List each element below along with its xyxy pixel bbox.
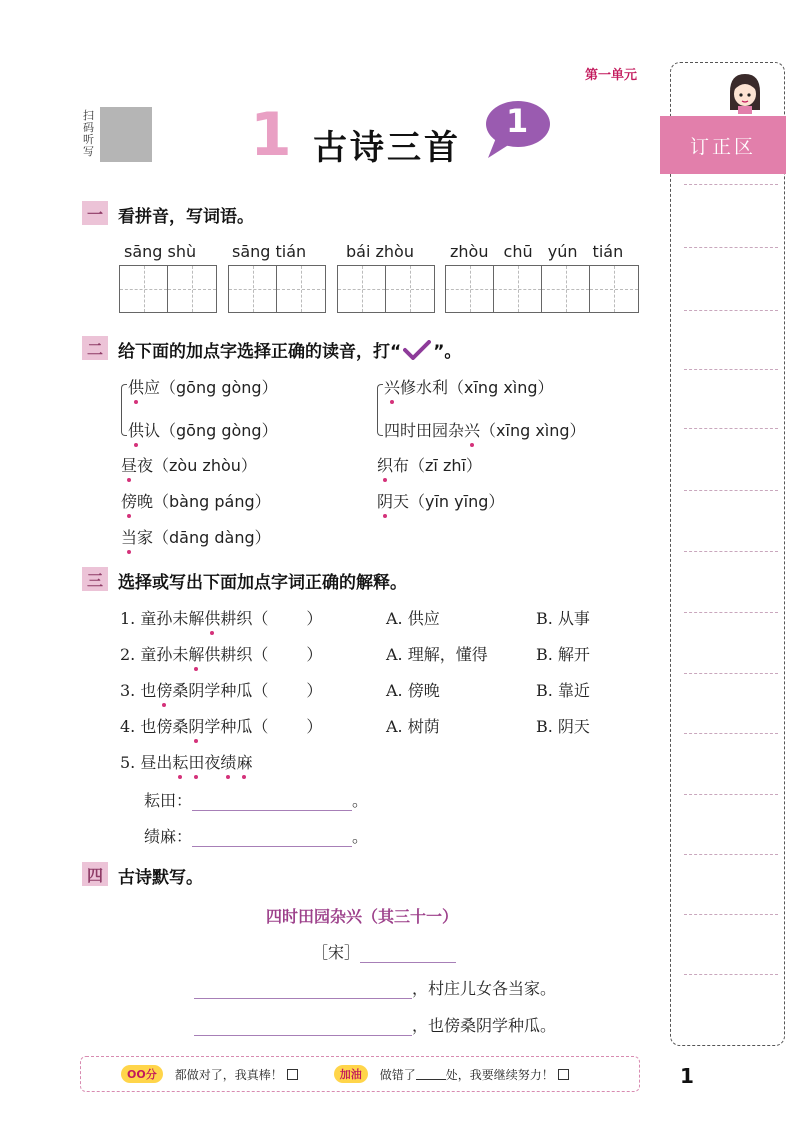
fill-line: 绩麻： 。 <box>144 827 369 846</box>
panel-rule <box>684 310 778 311</box>
reading-item: 供认（gōng gòng） <box>128 418 278 441</box>
lesson-number: 1 <box>250 100 292 170</box>
poem-blank[interactable] <box>194 981 412 999</box>
footer-text-1: 都做对了，我真棒！ <box>174 1067 283 1082</box>
panel-rule <box>684 428 778 429</box>
unit-label: 第一单元 <box>585 68 638 83</box>
option-b: B. 阴天 <box>536 717 590 736</box>
poem-title: 四时田园杂兴（其三十一） <box>266 907 459 926</box>
lesson-title: 古诗三首 <box>313 128 461 168</box>
grid-cell[interactable] <box>277 266 325 312</box>
grid-cell[interactable] <box>120 266 168 312</box>
score-tag: OO分 <box>121 1065 163 1083</box>
correction-panel <box>670 62 785 1046</box>
pinyin-label: sāng tián <box>232 242 307 261</box>
grid-cell[interactable] <box>338 266 386 312</box>
reading-item: 傍晚（bàng páng） <box>121 489 271 512</box>
reading-item: 织布（zī zhī） <box>377 453 482 476</box>
footer-text-2: 做错了 <box>379 1067 416 1082</box>
panel-rule <box>684 551 778 552</box>
checkbox[interactable] <box>558 1069 569 1080</box>
panel-rule <box>684 673 778 674</box>
grid-cell[interactable] <box>494 266 542 312</box>
bubble-number: 1 <box>506 102 529 140</box>
option-b: B. 从事 <box>536 609 590 628</box>
reading-item: 兴修水利（xīng xìng） <box>384 375 554 398</box>
girl-mascot-icon <box>722 70 768 116</box>
reading-item: 当家（dāng dàng） <box>121 525 271 548</box>
count-blank[interactable] <box>416 1068 446 1080</box>
footer-text-3: 处，我要继续努力！ <box>445 1067 554 1082</box>
choice-question: 2. 童孙未解供耕织（ ） <box>120 642 322 665</box>
grid-cell[interactable] <box>229 266 277 312</box>
pinyin-label: sāng shù <box>124 242 197 261</box>
section-title-2-end: ”。 <box>433 342 462 362</box>
section-title-4: 古诗默写。 <box>118 868 203 888</box>
explain-question: 5. 昼出耘田夜绩麻 <box>120 750 252 773</box>
grid-cell[interactable] <box>446 266 494 312</box>
panel-rule <box>684 247 778 248</box>
poem-line-1: ，村庄儿女各当家。 <box>194 976 556 999</box>
pinyin-label: zhòu chū yún tián <box>450 242 624 261</box>
panel-rule <box>684 854 778 855</box>
section-badge-3: 三 <box>82 567 108 591</box>
choice-question: 1. 童孙未解供耕织（ ） <box>120 606 322 629</box>
cheer-tag: 加油 <box>334 1065 368 1083</box>
choice-question: 4. 也傍桑阴学种瓜（ ） <box>120 714 322 737</box>
choice-question: 3. 也傍桑阴学种瓜（ ） <box>120 678 322 701</box>
brace <box>377 384 383 436</box>
page-number: 1 <box>680 1064 694 1088</box>
option-b: B. 靠近 <box>536 681 590 700</box>
fill-line: 耘田： 。 <box>144 791 369 810</box>
reading-item: 昼夜（zòu zhòu） <box>121 453 257 476</box>
dynasty-label: ［宋］ <box>312 943 361 962</box>
panel-rule <box>684 914 778 915</box>
panel-rule <box>684 369 778 370</box>
pinyin-label: bái zhòu <box>346 242 414 261</box>
option-a: A. 供应 <box>386 609 440 628</box>
section-badge-4: 四 <box>82 862 108 886</box>
section-title-2 <box>118 337 461 365</box>
writing-grid[interactable] <box>337 265 435 313</box>
panel-rule <box>684 490 778 491</box>
answer-line[interactable] <box>192 829 352 847</box>
section-badge-1: 一 <box>82 201 108 225</box>
grid-cell[interactable] <box>542 266 590 312</box>
qr-listen-label: 扫码听写 <box>83 109 94 158</box>
panel-rule <box>684 733 778 734</box>
panel-rule <box>684 974 778 975</box>
writing-grid[interactable] <box>445 265 639 313</box>
section-badge-2: 二 <box>82 336 108 360</box>
brace <box>121 384 127 436</box>
grid-cell[interactable] <box>168 266 216 312</box>
grid-cell[interactable] <box>590 266 638 312</box>
option-a: A. 理解，懂得 <box>386 645 488 664</box>
section-title-2-text: 给下面的加点字选择正确的读音，打“ <box>118 342 402 362</box>
answer-line[interactable] <box>192 793 352 811</box>
poem-author-line <box>312 940 456 963</box>
grid-cell[interactable] <box>386 266 434 312</box>
section-title-1: 看拼音，写词语。 <box>118 207 254 227</box>
option-a: A. 树荫 <box>386 717 440 736</box>
speech-bubble-icon <box>480 98 552 160</box>
section-title-3: 选择或写出下面加点字词正确的解释。 <box>118 573 407 593</box>
reading-item: 四时田园杂兴（xīng xìng） <box>384 418 586 441</box>
author-blank[interactable] <box>360 945 456 963</box>
check-mark-icon <box>403 340 431 365</box>
panel-rule <box>684 184 778 185</box>
writing-grid[interactable] <box>228 265 326 313</box>
panel-rule <box>684 612 778 613</box>
qr-code-image[interactable] <box>100 107 152 162</box>
option-a: A. 傍晚 <box>386 681 440 700</box>
writing-grid[interactable] <box>119 265 217 313</box>
poem-line-2: ，也傍桑阴学种瓜。 <box>194 1013 556 1036</box>
reading-item: 供应（gōng gòng） <box>128 375 278 398</box>
self-check-footer <box>80 1056 640 1092</box>
poem-blank[interactable] <box>194 1018 412 1036</box>
option-b: B. 解开 <box>536 645 590 664</box>
panel-rule <box>684 794 778 795</box>
correction-panel-title: 订正区 <box>660 116 786 174</box>
reading-item: 阴天（yīn yīng） <box>377 489 504 512</box>
checkbox[interactable] <box>287 1069 298 1080</box>
